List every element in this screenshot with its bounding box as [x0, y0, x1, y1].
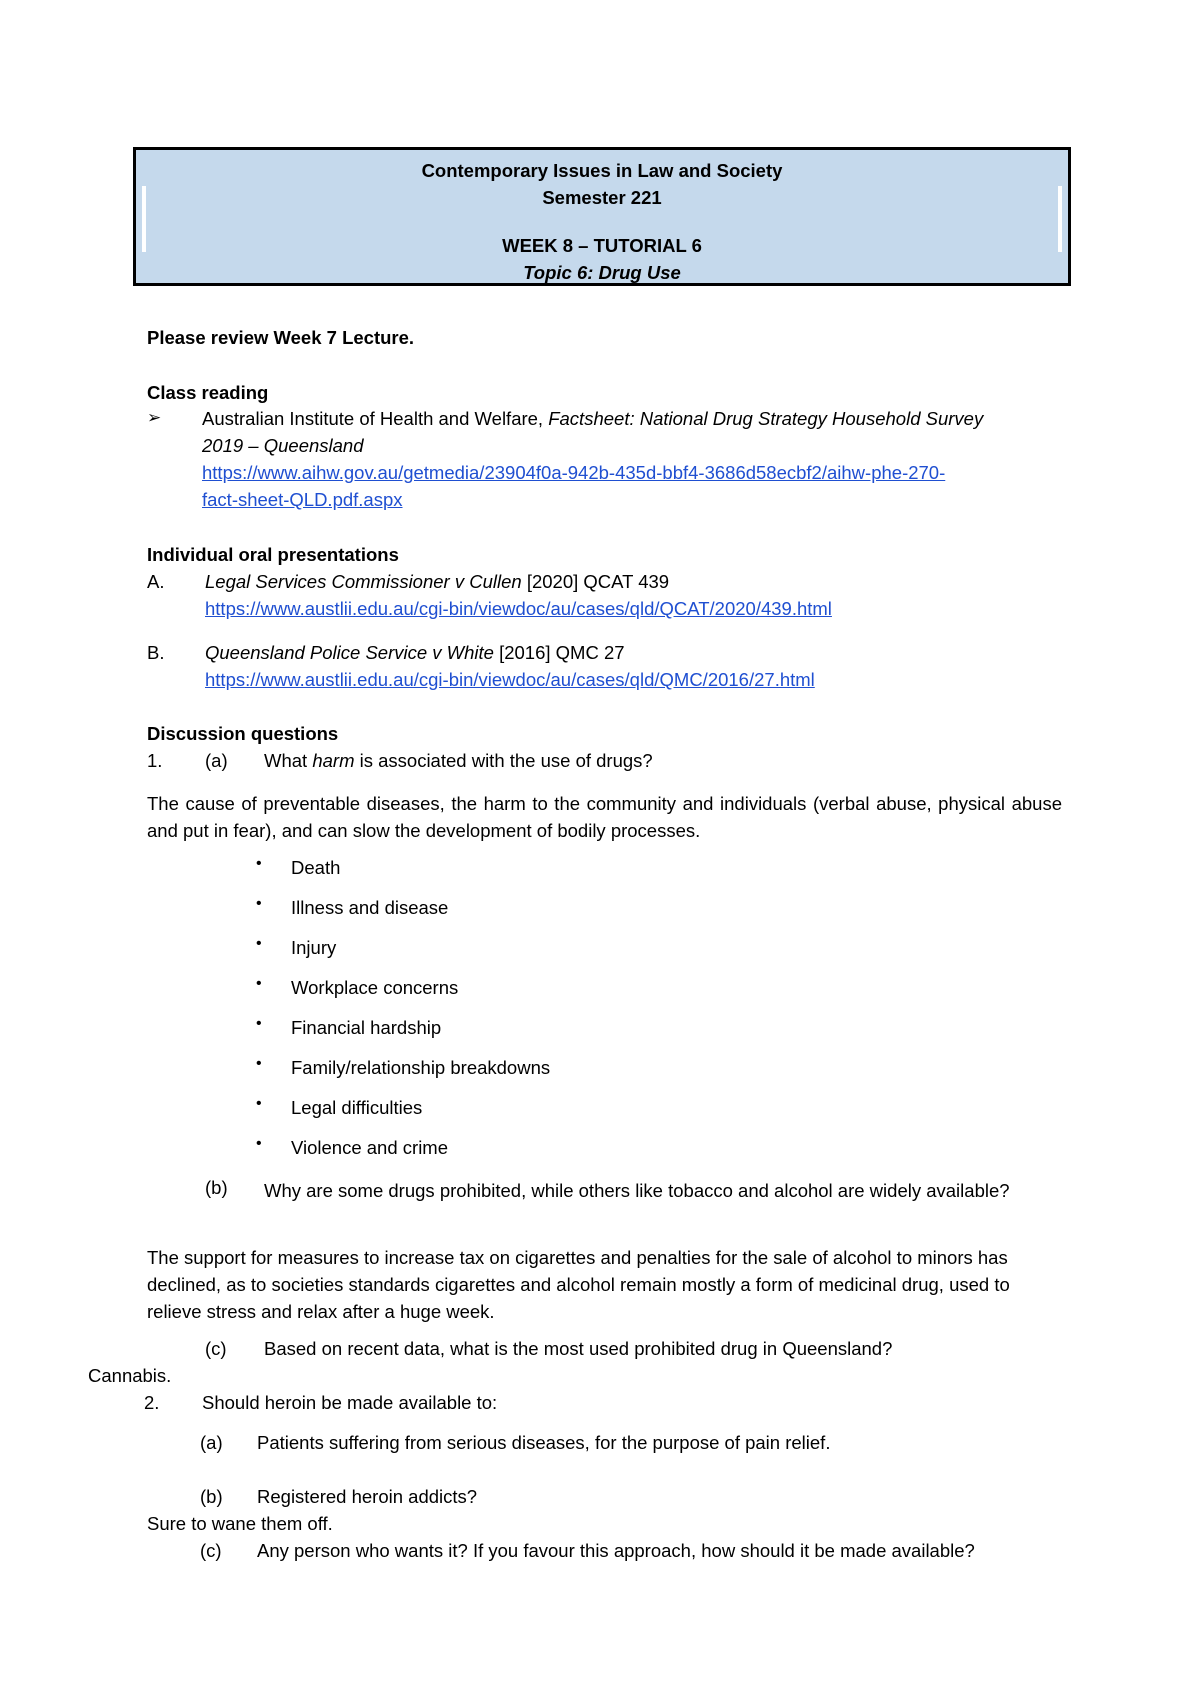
bullet-text: Death [291, 857, 341, 878]
reading-marker-icon: ➢ [147, 408, 162, 427]
presentation-b-citation: [2016] QMC 27 [493, 642, 625, 663]
week-label: WEEK 8 – TUTORIAL 6 [502, 235, 702, 256]
review-note: Please review Week 7 Lecture. [147, 327, 415, 348]
reading-link-cont[interactable] [202, 489, 403, 511]
bullet-text: Workplace concerns [291, 977, 459, 998]
q1a-label: (a) [205, 750, 228, 771]
presentation-b-link[interactable] [205, 669, 815, 691]
reading-source-title: Factsheet: National Drug Strategy Household Survey [548, 408, 984, 429]
reading-source [202, 408, 983, 430]
q2-number: 2. [144, 1392, 160, 1413]
q2b-answer: Sure to wane them off. [147, 1513, 333, 1534]
bullet-icon: • [256, 1015, 262, 1032]
q1c-text: Based on recent data, what is the most used prohibited drug in Queensland? [264, 1338, 893, 1359]
reading-source-plain: Australian Institute of Health and Welfare, [202, 408, 549, 429]
discussion-heading: Discussion questions [147, 723, 339, 744]
presentation-b-case-name: Queensland Police Service v White [205, 642, 494, 663]
q1a-text [264, 750, 653, 772]
title-box [133, 147, 1071, 286]
q2b-label: (b) [200, 1486, 223, 1507]
bullet-text: Financial hardship [291, 1017, 442, 1038]
course-title: Contemporary Issues in Law and Society [421, 160, 783, 181]
bullet-icon: • [256, 1135, 262, 1152]
class-reading-heading: Class reading [147, 382, 269, 403]
presentation-b-url[interactable]: https://www.austlii.edu.au/cgi-bin/viewdoc/au/cases/qld/QMC/2016/27.html [205, 669, 815, 690]
q1c-answer: Cannabis. [88, 1365, 172, 1386]
presentation-a-link[interactable] [205, 598, 832, 620]
q1a-text-post: is associated with the use of drugs? [354, 750, 653, 771]
presentation-a-citation: [2020] QCAT 439 [521, 571, 670, 592]
presentation-a-url[interactable]: https://www.austlii.edu.au/cgi-bin/viewdoc/au/cases/qld/QCAT/2020/439.html [205, 598, 832, 619]
bullet-text: Legal difficulties [291, 1097, 423, 1118]
q2a-text: Patients suffering from serious diseases, for the purpose of pain relief. [257, 1432, 831, 1453]
q1b-text: Why are some drugs prohibited, while others like tobacco and alcohol are widely available? [264, 1180, 1010, 1201]
presentations-heading: Individual oral presentations [147, 544, 399, 565]
presentation-b-case [205, 642, 625, 664]
bullet-icon: • [256, 855, 262, 872]
bullet-icon: • [256, 935, 262, 952]
topic-label: Topic 6: Drug Use [523, 262, 681, 283]
semester-label: Semester 221 [542, 187, 662, 208]
bullet-text: Violence and crime [291, 1137, 448, 1158]
q1a-text-pre: What [264, 750, 313, 771]
q2b-text: Registered heroin addicts? [257, 1486, 478, 1507]
bullet-icon: • [256, 975, 262, 992]
q1a-text-italic: harm [312, 750, 355, 771]
reading-source-year: 2019 – Queensland [202, 435, 364, 456]
bullet-icon: • [256, 1055, 262, 1072]
q2c-label: (c) [200, 1540, 222, 1561]
bullet-text: Illness and disease [291, 897, 449, 918]
bullet-icon: • [256, 1095, 262, 1112]
reading-url-line-1[interactable]: https://www.aihw.gov.au/getmedia/23904f0a-942b-435d-bbf4-3686d58ecbf2/aihw-phe-270- [202, 462, 946, 483]
presentation-a-case-name: Legal Services Commissioner v Cullen [205, 571, 522, 592]
presentation-a-letter: A. [147, 571, 165, 592]
bullet-text: Family/relationship breakdowns [291, 1057, 551, 1078]
presentation-b-letter: B. [147, 642, 165, 663]
q1c-label: (c) [205, 1338, 227, 1359]
bullet-text: Injury [291, 937, 337, 958]
presentation-a-case [205, 571, 669, 593]
q1b-label: (b) [205, 1177, 228, 1198]
q2a-label: (a) [200, 1432, 223, 1453]
bullet-icon: • [256, 895, 262, 912]
q1-number: 1. [147, 750, 163, 771]
q2c-text: Any person who wants it? If you favour this approach, how should it be made available? [257, 1540, 975, 1561]
reading-link[interactable] [202, 462, 945, 484]
reading-url-line-2[interactable]: fact-sheet-QLD.pdf.aspx [202, 489, 403, 510]
q1b-answer: The support for measures to increase tax on cigarettes and penalties for the sale of alcohol to minors has declined, as to societies standards cigarettes and alcohol remain mostly a form of medicinal drug, used to relieve stress and relax after a huge week. [147, 1247, 1010, 1322]
q1a-answer: The cause of preventable diseases, the harm to the community and individuals (verbal abuse, physical abuse and put in fear), and can slow the development of bodily processes. [147, 793, 1062, 841]
q2-text: Should heroin be made available to: [202, 1392, 498, 1413]
